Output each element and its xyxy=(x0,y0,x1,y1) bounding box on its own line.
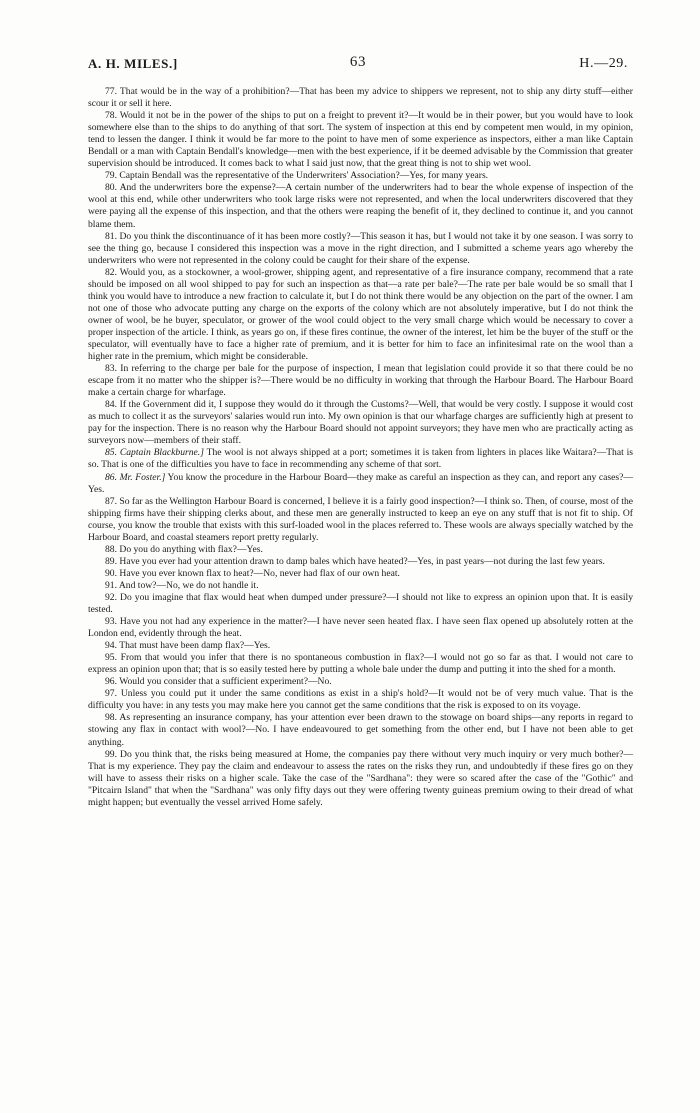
paragraph-77: 77. That would be in the way of a prohibition?—That has been my advice to shippers we represent, not to ship any dirty stuff—either scour it or sell it here. xyxy=(88,86,633,110)
paragraph-85: 85. Captain Blackburne.] The wool is not always shipped at a port; sometimes it is taken from lighters in places like Waitara?—That is so. That is one of the difficulties you have to face in recommending any scheme of that sort. xyxy=(88,447,634,471)
paragraph-88: 88. Do you do anything with flax?—Yes. xyxy=(105,543,263,555)
paragraph-92: 92. Do you imagine that flax would heat when dumped under pressure?—I should not like to express an opinion upon that. It is easily tested. xyxy=(88,591,633,616)
paragraph-98: 98. As representing an insurance company, has your attention ever been drawn to the stowage on board ships—any reports in regard to stowing any flax in contact with wool?—No. I have endeavoured to get something from the other end, but I have not been able to get anything. xyxy=(88,712,633,748)
document-body xyxy=(88,86,633,809)
page-number: 63 xyxy=(349,54,367,70)
speaker-label: 85. Captain Blackburne.] xyxy=(105,447,204,459)
paragraph-84: 84. If the Government did it, I suppose they would do it through the Customs?—Well, that would be very costly. I suppose it would cost as much to collect it as the surveyors' salaries would run into. My own opinion is that our wharfage charges are sufficiently high at present to pay for the inspection. There is no reason why the Harbour Board should not appoint surveyors; they have men who are practically acting as surveyors now—members of their staff. xyxy=(88,399,633,447)
paragraph-90: 90. Have you ever known flax to heat?—No, never had flax of our own heat. xyxy=(105,567,400,579)
paragraph-93: 93. Have you not had any experience in the matter?—I have never seen heated flax. I have seen flax opened up absolutely rotten at the London end, evidently through the heat. xyxy=(88,616,633,640)
paragraph-95: 95. From that would you infer that there is no spontaneous combustion in flax?—I would not go so far as that. I would not care to express an opinion upon that; that is so easily tested here by putting a whole bale under the dump and putting it into the shed for a month. xyxy=(88,652,633,676)
paragraph-94: 94. That must have been damp flax?—Yes. xyxy=(105,640,271,652)
paragraph-97: 97. Unless you could put it under the same conditions as exist in a ship's hold?—It would not be of very much value. That is the difficulty you have: in any tests you may make here you cannot get the same conditions that the risk is exposed to on its voyage. xyxy=(88,688,633,712)
paper-reference: H.—29. xyxy=(579,56,628,71)
speaker-label: 86. Mr. Foster.] xyxy=(105,471,166,483)
paragraph-80: 80. And the underwriters bore the expense?—A certain number of the underwriters had to bear the whole expense of inspection of the wool at this end, while other underwriters who took large risks were not represented, and when the local underwriters discovered that they were paying all the expense of this inspection, and that the others were reaping the benefit of it, they declined to continue it, and you cannot blame them. xyxy=(88,182,633,230)
paragraph-79: 79. Captain Bendall was the representative of the Underwriters' Association?—Yes, for many years. xyxy=(105,170,489,182)
paragraph-99: 99. Do you think that, the risks being measured at Home, the companies pay there without very much inquiry or very much bother?—That is my experience. They pay the claim and endeavour to assess the rates on the risks they run, and undoubtedly if these fires go on they will have to assess their risks on a higher scale. Take the case of the "Sardhana": they were so scared after the case of the "Gothic" and "Pitcairn Island" that when the "Sardhana" was only fifty days out they were offering twenty guineas premium owing to their dread of what might happen; but eventually the vessel arrived Home safely. xyxy=(88,748,633,808)
paragraph-86: 86. Mr. Foster.] You know the procedure in the Harbour Board—they make as careful an inspection as they can, and report any cases?—Yes. xyxy=(88,471,633,495)
paragraph-96: 96. Would you consider that a sufficient experiment?—No. xyxy=(105,676,332,688)
paragraph-87: 87. So far as the Wellington Harbour Board is concerned, I believe it is a fairly good inspection?—I think so. Then, of course, most of the shipping firms have their shipping clerks about, and these men are generally instructed to keep an eye on any stuff that is not fit to ship. Of course, you know the trouble that exists with this surf-loaded wool in the places referred to. These wools are always specially watched by the Harbour Board, and coastal steamers report pretty regularly. xyxy=(88,495,634,543)
page-header xyxy=(88,56,628,76)
paragraph-82: 82. Would you, as a stockowner, a wool-grower, shipping agent, and representative of a fire insurance company, recommend that a rate should be imposed on all wool shipped to pay for such an inspection as that—a rate per bale?—The rate per bale would be so small that I think you would have to introduce a new fraction to calculate it, but I do not think there would be any objection on the part of the owner. I am not one of those who advocate putting any charge on the exports of the colony which are not absolutely imperative, but I do not think the owner of wool, be he buyer, speculator, or grower of the wool could object to the very small charge which would be necessary to cover a proper inspection of the article. I think, as years go on, if these fires continue, the owner of the interest, let him be the buyer of the stuff or the speculator, will eventually have to face a higher rate of premium, and it is better for him to face an infinitesimal rate on the wool than a higher rate in the premium, which might be considerable. xyxy=(88,266,633,363)
paragraph-89: 89. Have you ever had your attention drawn to damp bales which have heated?—Yes, in past years—not during the last few years. xyxy=(105,555,605,567)
paragraph-91: 91. And tow?—No, we do not handle it. xyxy=(105,579,259,591)
paragraph-81: 81. Do you think the discontinuance of it has been more costly?—This season it has, but I would not take it by one season. I was sorry to see the thing go, because I considered this inspection was a move in the right direction, and I submitted a scheme years ago whereby the underwriters who were not represented in the colony could be caught for their share of the expense. xyxy=(88,230,633,266)
paragraph-83: 83. In referring to the charge per bale for the purpose of inspection, I mean that legislation could provide it so that there could be no escape from it no matter who the shipper is?—There would be no difficulty in working that through the Harbour Board. The Harbour Board make a certain charge for wharfage. xyxy=(88,363,633,399)
paragraph-78: 78. Would it not be in the power of the ships to put on a freight to prevent it?—It would be in their power, but you would have to look somewhere else than to the ships to do anything of that sort. The system of inspection at this end by competent men would, in my opinion, tend to lessen the danger. I think it would be far more to the point to have men of some experience as inspectors, either a man like Captain Bendall or a man with Captain Bendall's knowledge—men with the best experience, if it be deemed advisable by the Commission that greater supervision should be introduced. It comes back to what I said just now, that the great thing is not to ship wet wool. xyxy=(88,110,633,170)
witness-name: A. H. MILES.] xyxy=(88,56,178,71)
